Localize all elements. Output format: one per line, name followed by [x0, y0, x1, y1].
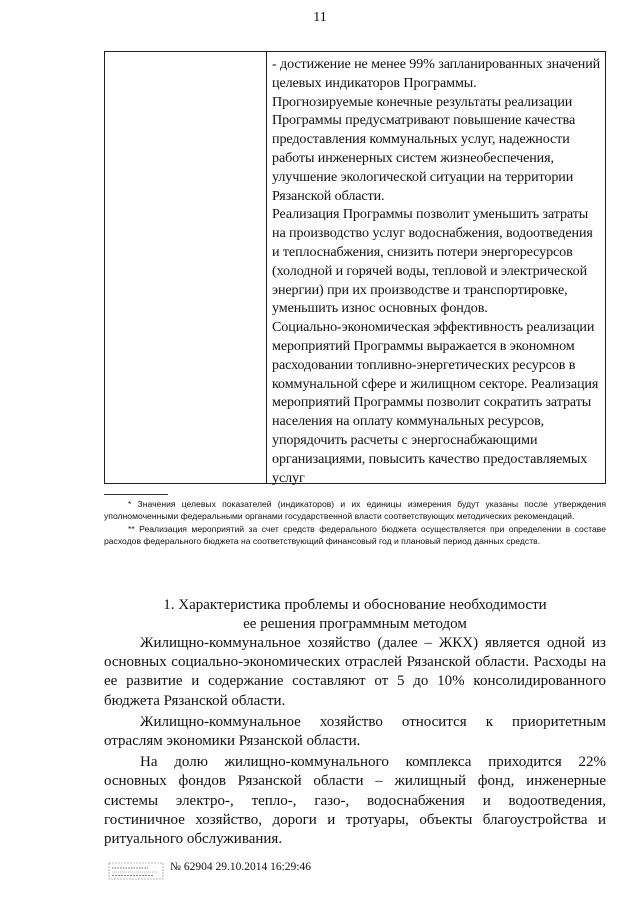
body-paragraph: Жилищно-коммунальное хозяйство (далее – ЖКХ) является одной из основных социально-экономических отраслей Рязанской области. Расходы на ее развитие и содержание составляют от 5 до 10% консолидированного бюджета Рязанской области. [104, 635, 606, 709]
registration-number: № 62904 [170, 861, 213, 873]
table-cell-content [272, 55, 601, 487]
cell-paragraph: Прогнозируемые конечные результаты реализации Программы предусматривают повышение качества предоставления коммунальных услуг, надежности работы инженерных систем жизнеобеспечения, улучшение экологической ситуации на территории Рязанской области. [272, 93, 576, 204]
cell-paragraph: - достижение не менее 99% запланированных значений целевых индикаторов Программы. [272, 56, 601, 91]
section-title-line-2: ее решения программным методом [243, 616, 467, 632]
footnote-separator [104, 494, 168, 495]
document-registration [170, 861, 311, 873]
table-column-divider [266, 52, 267, 483]
footnote-1: * Значения целевых показателей (индикаторов) и их единицы измерения будут указаны после утверждения уполномоченными федеральными органами государственной власти соответствующих методических рекомендаций. [104, 499, 606, 522]
body-paragraph: На долю жилищно-коммунального комплекса приходится 22% основных фондов Рязанской области – жилищный фонд, инженерные системы электро-, тепло-, газо-, водоснабжения и водоотведения, гостиничное хозяйство, дороги и тротуары, объекты благоустройства и ритуального обслуживания. [104, 754, 606, 848]
registration-datetime: 29.10.2014 16:29:46 [215, 861, 311, 873]
section-title [104, 596, 606, 634]
body-paragraph: Жилищно-коммунальное хозяйство относится к приоритетным отраслям экономики Рязанской области. [104, 713, 606, 750]
cell-paragraph: Реализация Программы позволит уменьшить затраты на производство услуг водоснабжения, водоотведения и теплоснабжения, снизить потери энергоресурсов (холодной и горячей воды, тепловой и электрической энергии) при их производстве и транспортировке, уменьшить износ основных фондов. [272, 206, 593, 317]
electronic-stamp-icon [108, 862, 164, 880]
cell-paragraph: Социально-экономическая эффективность реализации мероприятий Программы выражается в экономном расходовании топливно-энергетических ресурсов в коммунальной сфере и жилищном секторе. Реализация мероприятий Программы позволит сократить затраты населения на оплату коммунальных ресурсов, упорядочить расчеты с энергоснабжающими организациями, повысить качество предоставляемых услуг [272, 319, 599, 486]
footnote-2: ** Реализация мероприятий за счет средств федерального бюджета осуществляется при определении в составе расходов федерального бюджета на соответствующий финансовый год и плановый период данных средств. [104, 523, 606, 546]
section-body [104, 634, 606, 851]
passport-table [104, 51, 606, 484]
section-title-line-1: 1. Характеристика проблемы и обоснование необходимости [163, 597, 547, 613]
page-number: 11 [313, 10, 327, 25]
footnotes [104, 498, 606, 547]
